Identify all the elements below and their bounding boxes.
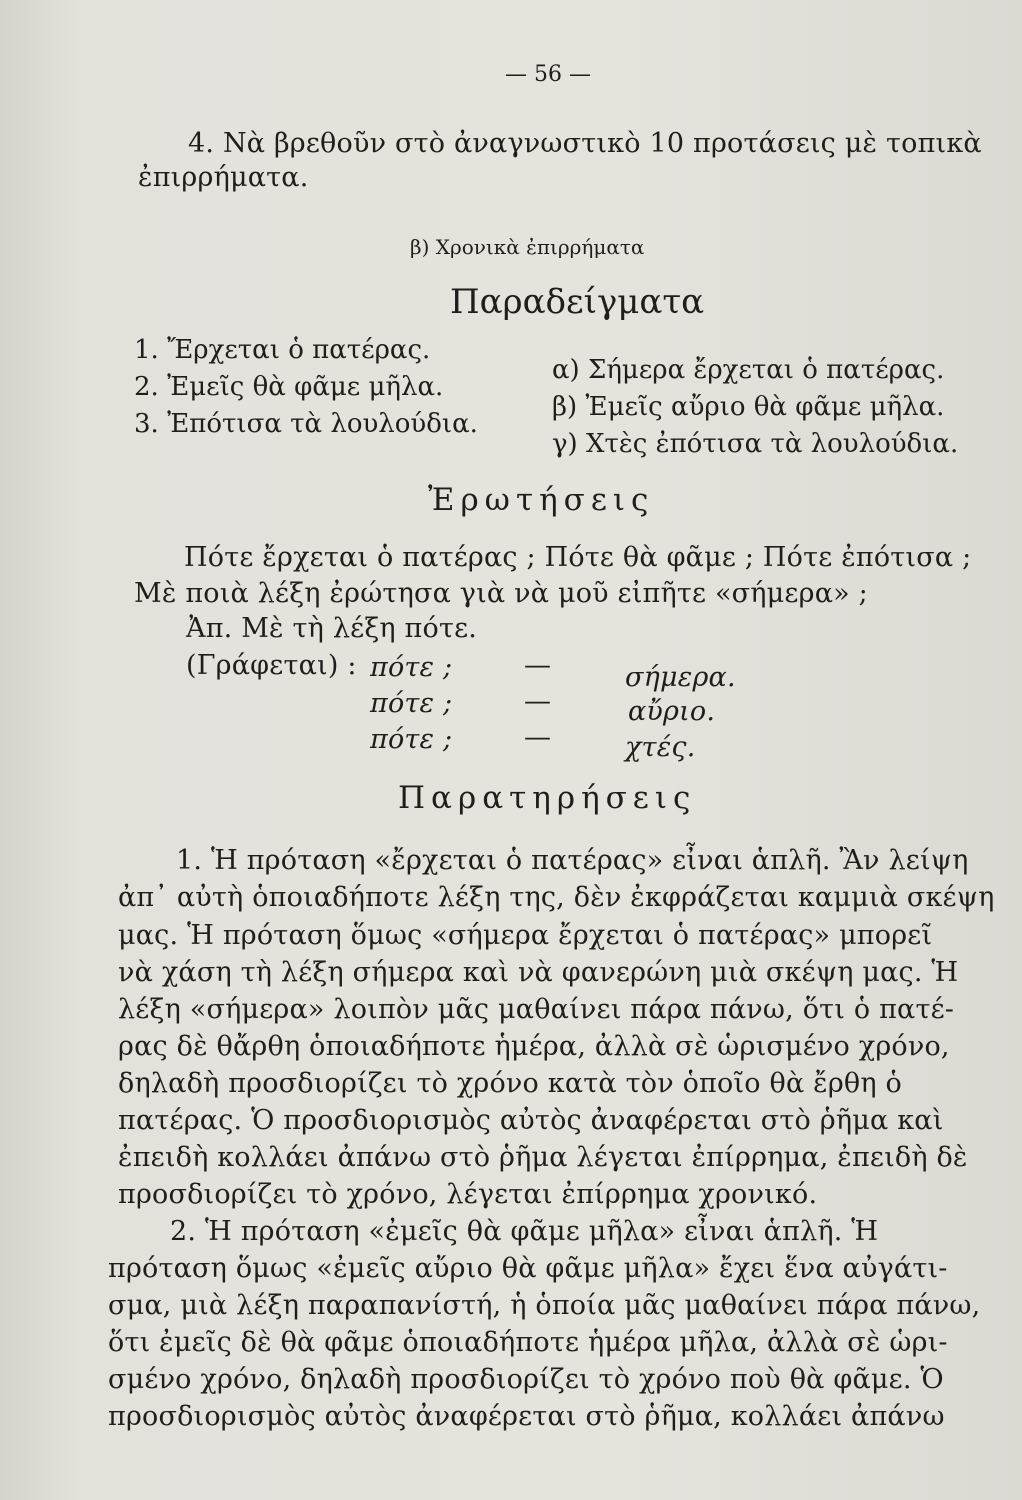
written-a-3: χτές. — [625, 732, 696, 763]
remarks-line: πατέρας. Ὁ προσδιορισμὸς αὐτὸς ἀναφέρεται στὸ ῥῆμα καὶ — [118, 1105, 944, 1136]
remarks-line: 1. Ἡ πρόταση «ἔρχεται ὁ πατέρας» εἶναι ἁπλῆ. Ἂν λείψη — [176, 845, 969, 876]
example-right-b: β) Ἐμεῖς αὔριο θὰ φᾶμε μῆλα. — [552, 392, 945, 422]
remarks-line: μας. Ἡ πρόταση ὅμως «σήμερα ἔρχεται ὁ πατέρας» μπορεῖ — [118, 920, 933, 951]
questions-heading: Ἐρωτήσεις — [428, 482, 655, 518]
questions-line-2: Μὲ ποιὰ λέξη ἐρώτησα γιὰ νὰ μοῦ εἰπῆτε «σήμερα» ; — [134, 578, 868, 609]
questions-answer: Ἀπ. Μὲ τὴ λέξη πότε. — [186, 613, 478, 644]
remarks-line: ἀπ᾽ αὐτὴ ὁποιαδήποτε λέξη της, δὲν ἐκφράζεται καμμιὰ σκέψη — [118, 882, 995, 913]
remarks-line: πρόταση ὅμως «ἐμεῖς αὔριο θὰ φᾶμε μῆλα» ἔχει ἕνα αὐγάτι- — [108, 1253, 948, 1284]
remarks-line: ὅτι ἐμεῖς δὲ θὰ φᾶμε ὁποιαδήποτε ἡμέρα μῆλα, ἀλλὰ σὲ ὡρι- — [108, 1327, 948, 1358]
written-dash-2: — — [524, 686, 552, 717]
written-dash-3: — — [524, 722, 552, 753]
remarks-line: ἐπειδὴ κολλάει ἀπάνω στὸ ῥῆμα λέγεται ἐπίρρημα, ἐπειδὴ δὲ — [118, 1142, 968, 1173]
remarks-line: σμα, μιὰ λέξη παραπανίστή, ἡ ὁποία μᾶς μαθαίνει πάρα πάνω, — [108, 1290, 981, 1321]
remarks-heading: Παρατηρήσεις — [398, 780, 697, 816]
remarks-line: 2. Ἡ πρόταση «ἐμεῖς θὰ φᾶμε μῆλα» εἶναι ἁπλῆ. Ἡ — [170, 1216, 879, 1247]
exercise-4-line-2: ἐπιρρήματα. — [138, 162, 309, 193]
written-label: (Γράφεται) : — [186, 650, 357, 681]
example-left-3: 3. Ἐπότισα τὰ λουλούδια. — [134, 409, 478, 439]
exercise-4-line-1: 4. Νὰ βρεθοῦν στὸ ἀναγνωστικὸ 10 προτάσεις μὲ τοπικὰ — [188, 128, 982, 159]
example-right-c: γ) Χτὲς ἐπότισα τὰ λουλούδια. — [552, 429, 959, 459]
example-right-a: α) Σήμερα ἔρχεται ὁ πατέρας. — [552, 355, 945, 385]
remarks-line: δηλαδὴ προσδιορίζει τὸ χρόνο κατὰ τὸν ὁποῖο θὰ ἔρθη ὁ — [118, 1068, 902, 1099]
example-left-2: 2. Ἐμεῖς θὰ φᾶμε μῆλα. — [134, 372, 444, 402]
remarks-line: ρας δὲ θἄρθη ὁποιαδήποτε ἡμέρα, ἀλλὰ σὲ ὡρισμένο χρόνο, — [118, 1031, 950, 1062]
remarks-line: σμένο χρόνο, δηλαδὴ προσδιορίζει τὸ χρόνο ποὺ θὰ φᾶμε. Ὁ — [108, 1364, 944, 1395]
written-q-1: πότε ; — [370, 652, 453, 683]
questions-line-1: Πότε ἔρχεται ὁ πατέρας ; Πότε θὰ φᾶμε ; Πότε ἐπότισα ; — [184, 542, 972, 573]
section-title: β) Χρονικὰ ἐπιρρήματα — [410, 235, 645, 259]
written-a-2: αὔριο. — [628, 696, 716, 727]
example-left-1: 1. Ἔρχεται ὁ πατέρας. — [134, 335, 431, 365]
written-a-1: σήμερα. — [625, 662, 736, 693]
page-number: — 56 — — [505, 62, 591, 87]
remarks-line: προσδιορίζει τὸ χρόνο, λέγεται ἐπίρρημα χρονικό. — [118, 1179, 818, 1210]
remarks-line: λέξη «σήμερα» λοιπὸν μᾶς μαθαίνει πάρα πάνω, ὅτι ὁ πατέ- — [118, 994, 955, 1025]
written-q-2: πότε ; — [370, 688, 453, 719]
remarks-line: προσδιορισμὸς αὐτὸς ἀναφέρεται στὸ ῥῆμα, κολλάει ἀπάνω — [108, 1401, 945, 1432]
examples-heading: Παραδείγματα — [450, 282, 705, 322]
written-dash-1: — — [524, 650, 552, 681]
written-q-3: πότε ; — [370, 724, 453, 755]
remarks-line: νὰ χάση τὴ λέξη σήμερα καὶ νὰ φανερώνη μιὰ σκέψη μας. Ἡ — [118, 957, 959, 988]
